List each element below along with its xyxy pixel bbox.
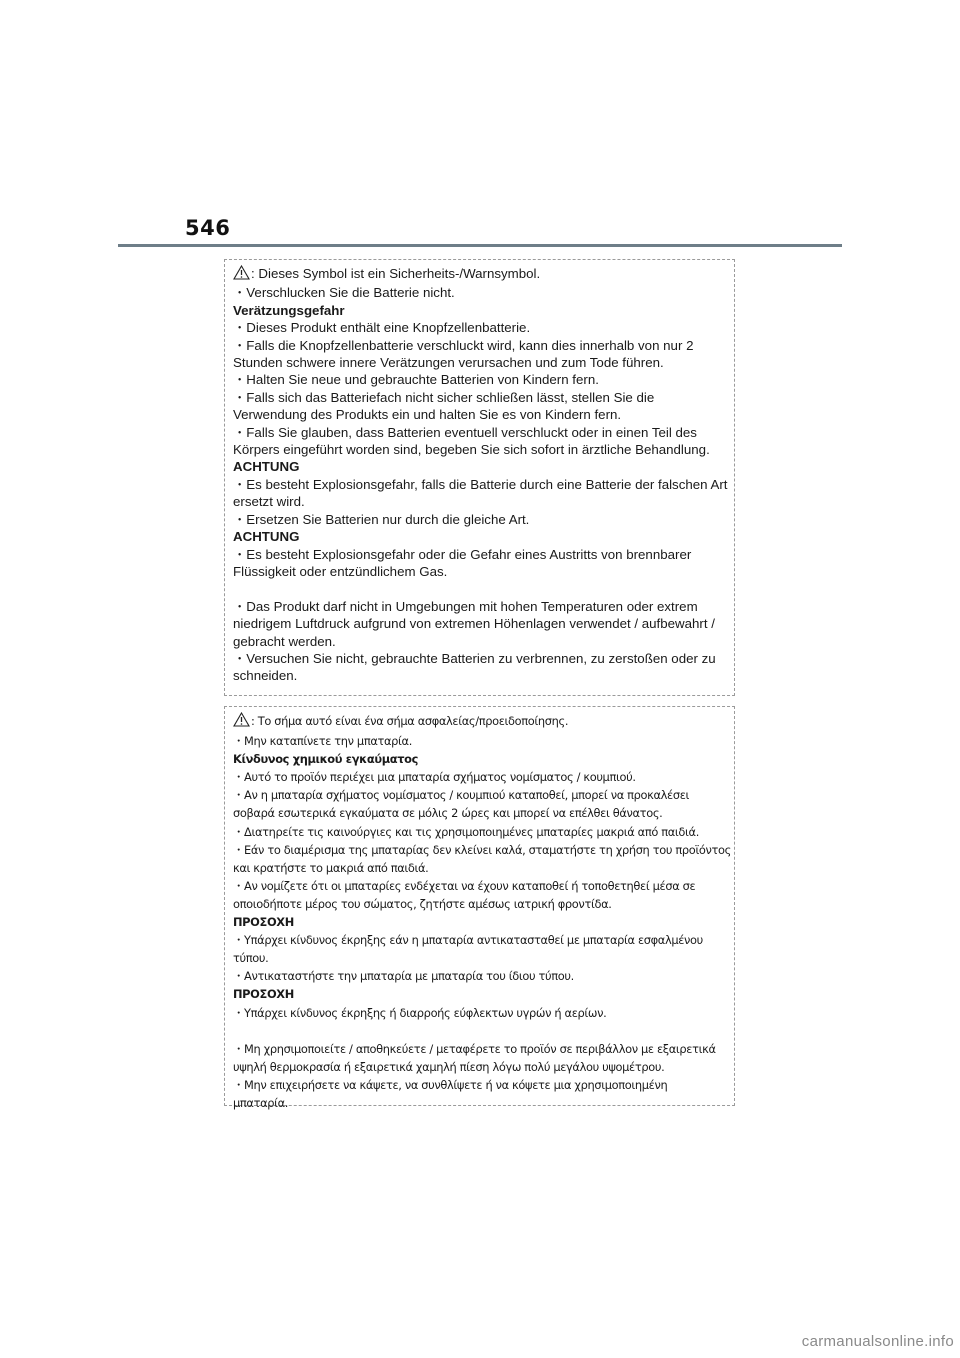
german-text-line [233, 563, 726, 580]
german-text-line [233, 354, 726, 371]
greek-line-text: ΠΡΟΣΟΧΗ [233, 915, 294, 930]
greek-line-text: ・Μη χρησιμοποιείτε / αποθηκεύετε / μεταφέρετε το προϊόν σε περιβάλλον με εξαιρετικά [233, 1041, 716, 1056]
greek-line-text: Κίνδυνος χημικού εγκαύματος [233, 752, 419, 767]
greek-text-line [233, 1076, 726, 1094]
greek-line-text: ・Διατηρείτε τις καινούργιες και τις χρησιμοποιημένες μπαταρίες μακριά από παιδιά. [233, 824, 699, 839]
greek-line-text: ・Μην καταπίνετε την μπαταρία. [233, 734, 412, 749]
german-text-line [233, 598, 726, 615]
german-line-text: ・Es besteht Explosionsgefahr, falls die Batterie durch eine Batterie der falschen Art [233, 476, 728, 492]
german-line-text: Flüssigkeit oder entzündlichem Gas. [233, 563, 448, 579]
german-text-line [233, 615, 726, 632]
german-heading [233, 458, 726, 475]
greek-line-text: ・Υπάρχει κίνδυνος έκρηξης εάν η μπαταρία αντικατασταθεί με μπαταρία εσφαλμένου [233, 933, 703, 948]
greek-line-text: ・Αν η μπαταρία σχήματος νομίσματος / κουμπιού καταποθεί, μπορεί να προκαλέσει [233, 788, 690, 803]
greek-text-line [233, 768, 726, 786]
german-line-text: Körpers eingeführt worden sind, begeben Sie sich sofort in ärztliche Behandlung. [233, 442, 710, 458]
german-text-line [233, 284, 726, 301]
greek-text-line [233, 804, 726, 822]
german-text-line [233, 493, 726, 510]
greek-text-line [233, 732, 726, 750]
greek-warning-box [224, 706, 735, 1110]
german-text-line [233, 371, 726, 388]
german-heading [233, 302, 726, 319]
german-line-text: ・Halten Sie neue und gebrauchte Batterien von Kindern fern. [233, 372, 599, 388]
german-text-line [233, 265, 726, 284]
german-line-text: ・Es besteht Explosionsgefahr oder die Gefahr eines Austritts von brennbarer [233, 546, 692, 562]
greek-line-text: ・Μην επιχειρήσετε να κάψετε, να συνθλίψετε ή να κόψετε μια χρησιμοποιημένη [233, 1077, 668, 1092]
greek-text-line [233, 931, 726, 949]
greek-text-line [233, 859, 726, 877]
greek-text-line [233, 1094, 726, 1112]
greek-line-text: ・Αυτό το προϊόν περιέχει μια μπαταρία σχήματος νομίσματος / κουμπιού. [233, 770, 636, 785]
german-warning-box [224, 259, 735, 696]
greek-text-line [233, 967, 726, 985]
greek-line-text: ・Υπάρχει κίνδυνος έκρηξης ή διαρροής εύφλεκτων υγρών ή αερίων. [233, 1005, 607, 1020]
greek-line-text: ・Εάν το διαμέρισμα της μπαταρίας δεν κλείνει καλά, σταματήστε τη χρήση του προϊόντος [233, 842, 731, 857]
greek-line-text: και κρατήστε το μακριά από παιδιά. [233, 860, 429, 875]
greek-text-line [233, 823, 726, 841]
greek-heading [233, 985, 726, 1003]
german-line-text: ・Dieses Produkt enthält eine Knopfzellenbatterie. [233, 320, 531, 336]
german-line-text: ・Versuchen Sie nicht, gebrauchte Batterien zu verbrennen, zu zerstoßen oder zu [233, 650, 716, 666]
greek-blank-line [233, 1022, 726, 1040]
german-line-text: ACHTUNG [233, 529, 300, 545]
greek-text-line [233, 1058, 726, 1076]
greek-line-text: οποιοδήποτε μέρος του σώματος, ζητήστε αμέσως ιατρική φροντίδα. [233, 896, 612, 911]
greek-text-line [233, 712, 726, 732]
warning-triangle-icon [233, 265, 250, 284]
german-line-text: ersetzt wird. [233, 494, 305, 510]
greek-line-text: υψηλή θερμοκρασία ή εξαιρετικά χαμηλή πίεση λόγω πολύ μεγάλου υψομέτρου. [233, 1059, 665, 1074]
greek-heading [233, 750, 726, 768]
german-text-line [233, 476, 726, 493]
german-line-text: ACHTUNG [233, 459, 300, 475]
greek-line-text: τύπου. [233, 951, 269, 966]
greek-line-text: μπαταρία. [233, 1095, 289, 1110]
german-text-line [233, 511, 726, 528]
greek-line-text: ΠΡΟΣΟΧΗ [233, 987, 294, 1002]
greek-line-text: σοβαρά εσωτερικά εγκαύματα σε μόλις 2 ώρες και μπορεί να επέλθει θάνατος. [233, 806, 663, 821]
german-text-line [233, 633, 726, 650]
german-line-text: Stunden schwere innere Verätzungen verursachen und zum Tode führen. [233, 355, 664, 371]
greek-heading [233, 913, 726, 931]
german-text-line [233, 650, 726, 667]
german-line-text: ・Ersetzen Sie Batterien nur durch die gleiche Art. [233, 511, 530, 527]
german-text-line [233, 441, 726, 458]
german-line-text: Verwendung des Produkts ein und halten Sie es von Kindern fern. [233, 407, 622, 423]
greek-text-line [233, 841, 731, 859]
greek-text-line [233, 786, 726, 804]
german-line-text: ・Verschlucken Sie die Batterie nicht. [233, 285, 455, 301]
german-line-text: gebracht werden. [233, 633, 336, 649]
german-text-line [233, 406, 726, 423]
header-rule [118, 244, 842, 247]
german-text-line [233, 337, 726, 354]
german-heading [233, 528, 726, 545]
german-text-line [233, 424, 726, 441]
german-line-text: ・Falls die Knopfzellenbatterie verschluckt wird, kann dies innerhalb von nur 2 [233, 337, 694, 353]
greek-text-line [233, 1004, 726, 1022]
greek-line-text: : Το σήμα αυτό είναι ένα σήμα ασφαλείας/προειδοποίησης. [251, 714, 569, 728]
german-text-line [233, 667, 726, 684]
greek-text-line [233, 877, 726, 895]
greek-line-text: ・Αντικαταστήστε την μπαταρία με μπαταρία του ίδιου τύπου. [233, 969, 574, 984]
german-line-text: ・Falls Sie glauben, dass Batterien eventuell verschluckt oder in einen Teil des [233, 424, 697, 440]
german-line-text: : Dieses Symbol ist ein Sicherheits-/Warnsymbol. [251, 266, 541, 281]
german-line-text: ・Falls sich das Batteriefach nicht sicher schließen lässt, stellen Sie die [233, 389, 655, 405]
german-text-line [233, 319, 726, 336]
german-text-line [233, 546, 726, 563]
page-number: 546 [185, 216, 231, 240]
german-blank-line [233, 580, 726, 597]
german-line-text: niedrigem Luftdruck aufgrund von extremen Höhenlagen verwendet / aufbewahrt / [233, 616, 715, 632]
greek-text-line [233, 1040, 726, 1058]
greek-text-line [233, 949, 726, 967]
greek-line-text: ・Αν νομίζετε ότι οι μπαταρίες ενδέχεται να έχουν καταποθεί ή τοποθετηθεί μέσα σε [233, 878, 696, 893]
german-line-text: Verätzungsgefahr [233, 302, 345, 318]
warning-triangle-icon [233, 712, 250, 732]
german-text-line [233, 389, 726, 406]
german-line-text: schneiden. [233, 668, 298, 684]
watermark: carmanualsonline.info [801, 1333, 954, 1350]
german-line-text: ・Das Produkt darf nicht in Umgebungen mit hohen Temperaturen oder extrem [233, 598, 698, 614]
greek-text-line [233, 895, 726, 913]
